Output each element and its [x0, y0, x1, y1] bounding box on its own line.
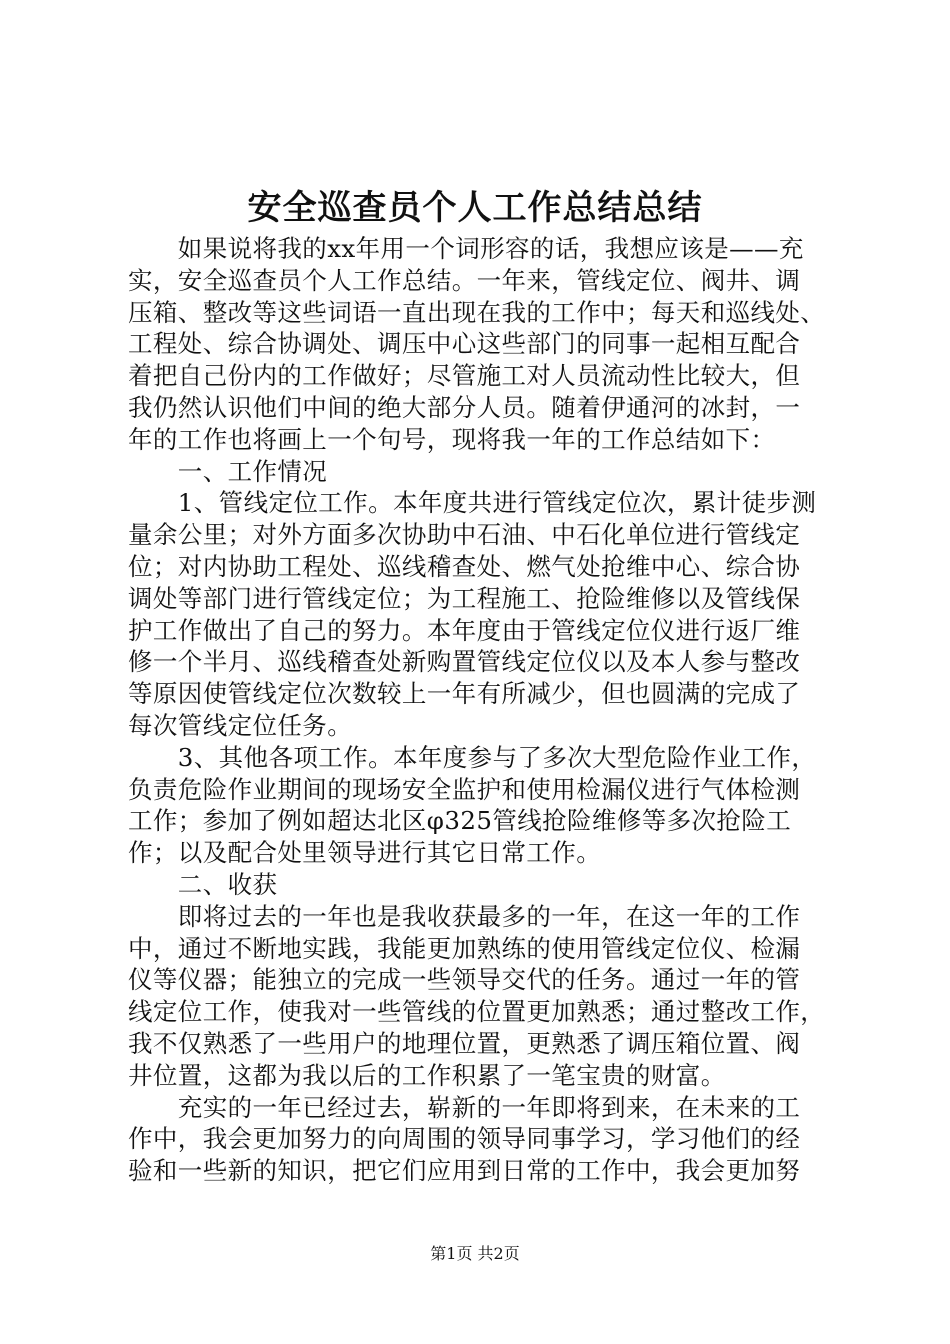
text-line: 量余公里；对外方面多次协助中石油、中石化单位进行管线定: [128, 520, 801, 550]
document-body: [128, 233, 848, 1187]
page-footer: 第1页 共2页: [430, 1244, 520, 1263]
text-line: 仪等仪器；能独立的完成一些领导交代的任务。通过一年的管: [128, 965, 801, 995]
text-line: 位；对内协助工程处、巡线稽查处、燃气处抢维中心、综合协: [128, 551, 801, 581]
text-line: 作中，我会更加努力的向周围的领导同事学习，学习他们的经: [128, 1124, 801, 1154]
text-line: 作；以及配合处里领导进行其它日常工作。: [128, 838, 602, 868]
text-line: 着把自己份内的工作做好；尽管施工对人员流动性比较大，但: [128, 361, 801, 391]
text-line: 井位置，这都为我以后的工作积累了一笔宝贵的财富。: [128, 1060, 726, 1090]
text-line: 一、工作情况: [128, 456, 328, 486]
text-line: 修一个半月、巡线稽查处新购置管线定位仪以及本人参与整改: [128, 647, 801, 677]
text-line: 护工作做出了自己的努力。本年度由于管线定位仪进行返厂维: [128, 615, 801, 645]
text-line: 我不仅熟悉了一些用户的地理位置，更熟悉了调压箱位置、阀: [128, 1028, 801, 1058]
text-line: 每次管线定位任务。: [128, 710, 353, 740]
text-line: 1、管线定位工作。本年度共进行管线定位次，累计徒步测: [128, 488, 817, 518]
text-line: 负责危险作业期间的现场安全监护和使用检漏仪进行气体检测: [128, 774, 801, 804]
text-line: 年的工作也将画上一个句号，现将我一年的工作总结如下：: [128, 424, 776, 454]
text-line: 调处等部门进行管线定位；为工程施工、抢险维修以及管线保: [128, 583, 801, 613]
text-line: 3、其他各项工作。本年度参与了多次大型危险作业工作，: [128, 742, 817, 772]
text-line: 充实的一年已经过去，崭新的一年即将到来，在未来的工: [128, 1092, 801, 1122]
text-line: 验和一些新的知识，把它们应用到日常的工作中，我会更加努: [128, 1156, 801, 1186]
text-line: 即将过去的一年也是我收获最多的一年，在这一年的工作: [128, 901, 801, 931]
text-line: 二、收获: [128, 869, 278, 899]
text-line: 压箱、整改等这些词语一直出现在我的工作中；每天和巡线处、: [128, 297, 826, 327]
text-line: 实，安全巡查员个人工作总结。一年来，管线定位、阀井、调: [128, 265, 801, 295]
text-line: 等原因使管线定位次数较上一年有所减少，但也圆满的完成了: [128, 679, 801, 709]
text-line: 如果说将我的xx年用一个词形容的话，我想应该是——充: [128, 234, 804, 263]
text-line: 工程处、综合协调处、调压中心这些部门的同事一起相互配合: [128, 329, 801, 359]
text-line: 中，通过不断地实践，我能更加熟练的使用管线定位仪、检漏: [128, 933, 801, 963]
document-title: 安全巡查员个人工作总结总结: [247, 188, 703, 228]
text-line: 工作；参加了例如超达北区φ325管线抢险维修等多次抢险工: [128, 806, 792, 836]
text-line: 我仍然认识他们中间的绝大部分人员。随着伊通河的冰封，一: [128, 392, 801, 422]
text-line: 线定位工作，使我对一些管线的位置更加熟悉；通过整改工作，: [128, 997, 826, 1027]
